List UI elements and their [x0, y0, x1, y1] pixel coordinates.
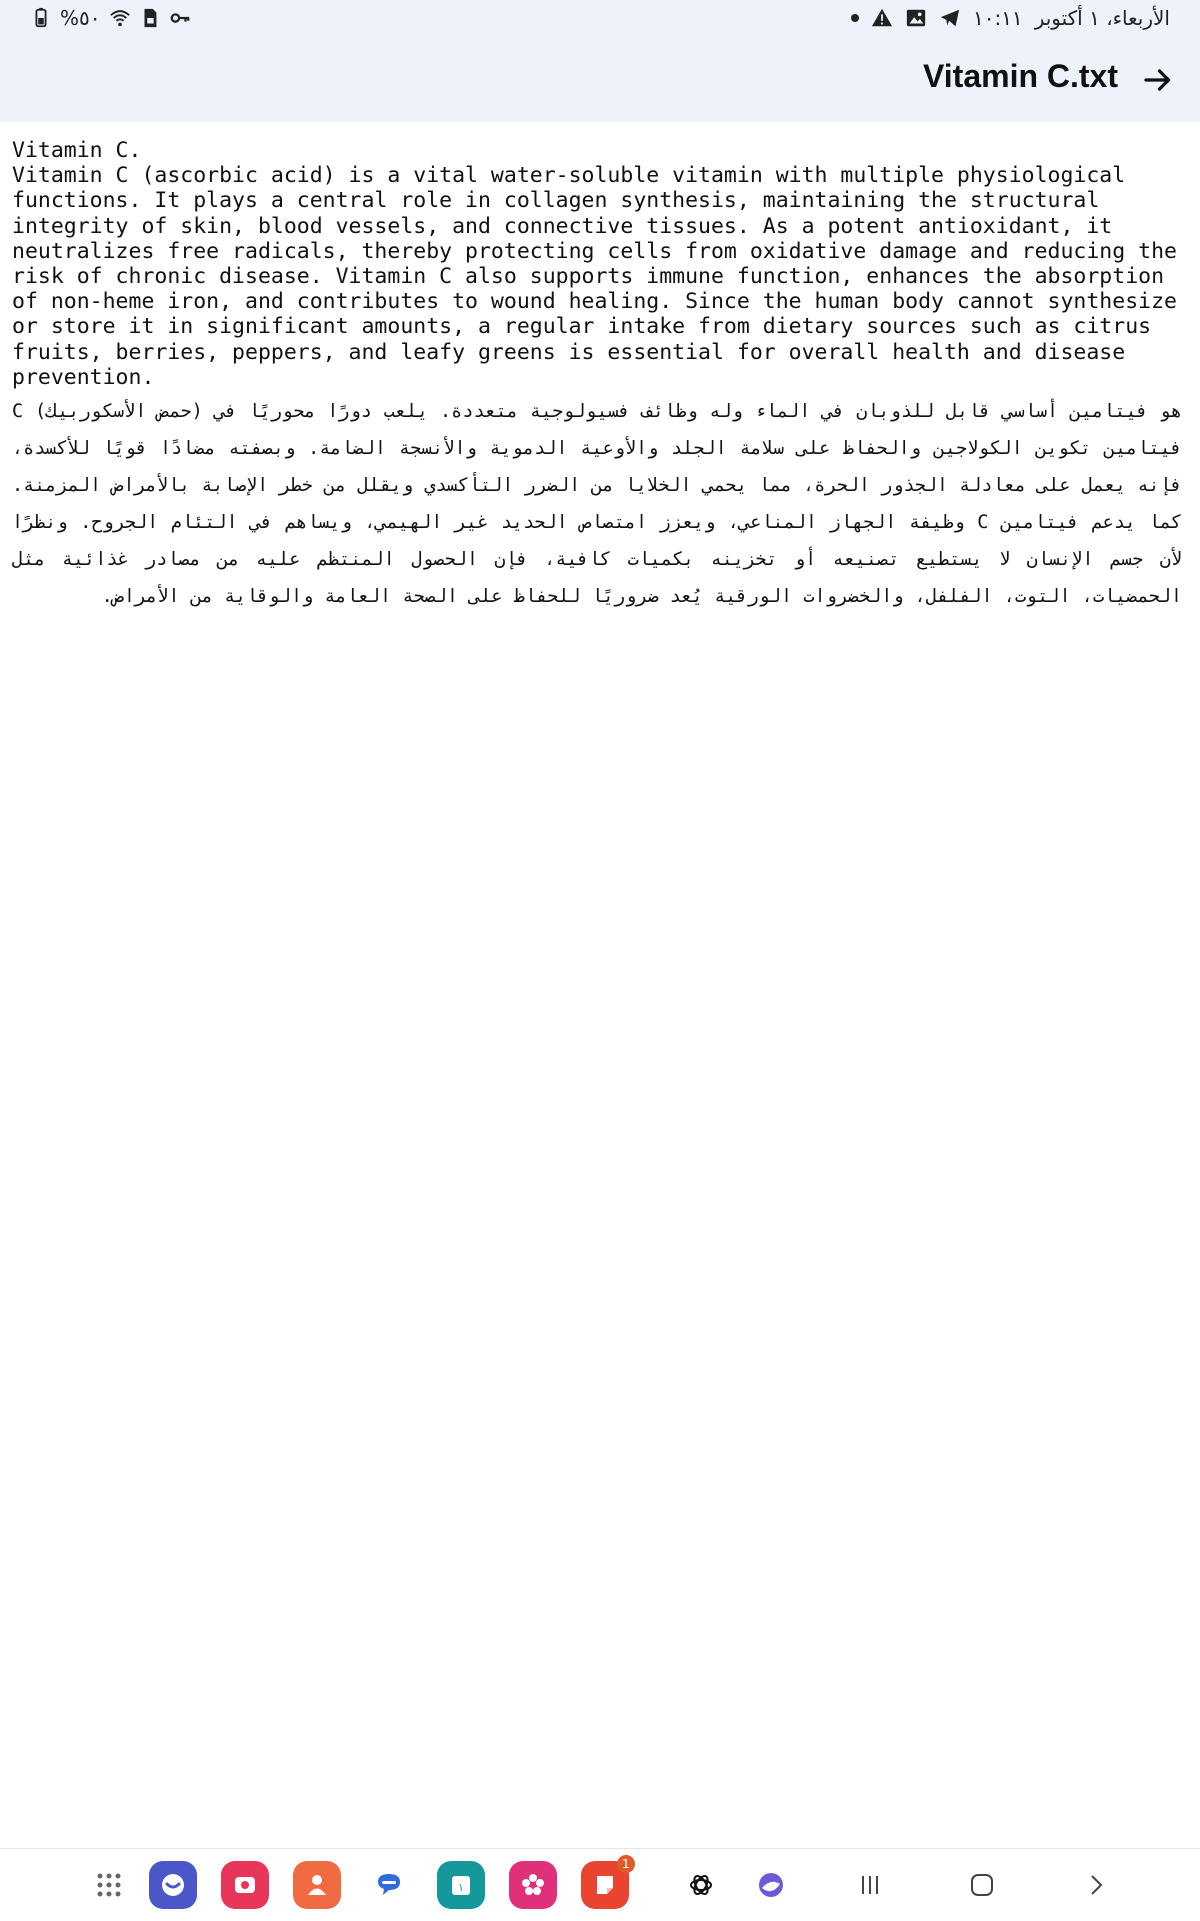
page-title: Vitamin C.txt: [923, 58, 1118, 94]
screen-recorder-app-icon[interactable]: [221, 1861, 269, 1909]
document-content: [12, 138, 1188, 1838]
title-bar: [0, 40, 1200, 122]
internet-app-icon[interactable]: [747, 1861, 795, 1909]
status-left-group: [30, 6, 191, 30]
vpn-key-icon: [169, 7, 191, 29]
telegram-icon: [939, 7, 961, 29]
back-arrow-icon[interactable]: [1140, 62, 1176, 98]
status-bar: [0, 0, 1200, 36]
status-right-group: [851, 6, 1170, 30]
image-icon: [905, 7, 927, 29]
clock-app-icon[interactable]: [149, 1861, 197, 1909]
english-paragraph: Vitamin C (ascorbic acid) is a vital water-soluble vitamin with multiple physiological functions. It plays a central role in collagen synthesis, maintaining the structural integrity of skin, blood vessels, and connective tissues. As a potent antioxidant, it neutralizes free radicals, thereby protecting cells from oxidative damage and reducing the risk of chronic disease. Vitamin C also supports immune function, enhances the absorption of non-heme iron, and contributes to wound healing. Since the human body cannot synthesize or store it in significant amounts, a regular intake from dietary sources such as citrus fruits, berries, peppers, and leafy greens is essential for overall health and disease prevention.: [12, 163, 1190, 390]
status-date: الأربعاء، ١ أكتوبر: [1034, 6, 1170, 30]
notification-badge: 1: [617, 1855, 635, 1873]
all-apps-icon[interactable]: [85, 1861, 133, 1909]
top-area: [0, 0, 1200, 122]
sim-card-icon: [139, 7, 161, 29]
back-button[interactable]: [1078, 1867, 1114, 1903]
wifi-icon: [109, 7, 131, 29]
chatgpt-app-icon[interactable]: [677, 1861, 725, 1909]
gallery-app-icon[interactable]: [509, 1861, 557, 1909]
home-button[interactable]: [964, 1867, 1000, 1903]
svg-text:١: ١: [458, 1881, 464, 1894]
notes-app-icon[interactable]: [581, 1857, 630, 1909]
document-heading: Vitamin C.: [12, 138, 142, 163]
messages-app-icon[interactable]: [365, 1861, 413, 1909]
calendar-app-icon[interactable]: [437, 1861, 485, 1909]
warning-icon: [871, 7, 893, 29]
recent-apps-button[interactable]: [852, 1867, 888, 1903]
contacts-app-icon[interactable]: [293, 1861, 341, 1909]
notification-dot-icon: [851, 14, 859, 22]
bottom-dock: [0, 1848, 1200, 1921]
arabic-paragraph: هو فيتامين أساسي قابل للذوبان في الماء وله وظائف فسيولوجية متعددة. يلعب دورًا محوريًا في (حمض الأسكوربيك) C فيتامين تكوين الكولاجين والحفاظ على سلامة الجلد والأوعية الدموية والأنسجة الضامة. وبصفته مضادًا قويًا للأكسدة، فإنه يعمل على معادلة الجذور الحرة، مما يحمي الخلايا من الضرر التأكسدي ويقلل من خطر الإصابة بالأمراض المزمنة. كما يدعم فيتامين C وظيفة الجهاز المناعي، ويعزز امتصاص الحديد غير الهيمي، ويساهم في التئام الجروح. ونظرًا لأن جسم الإنسان لا يستطيع تصنيعه أو تخزينه بكميات كافية، فإن الحصول المنتظم عليه من مصادر غذائية مثل الحمضيات، التوت، الفلفل، والخضروات الورقية يُعد ضروريًا للحفاظ على الصحة العامة والوقاية من الأمراض.: [12, 401, 1182, 608]
battery-icon: [30, 7, 52, 29]
battery-percent: %٥٠: [60, 6, 101, 30]
status-time: ١٠:١١: [972, 6, 1023, 30]
